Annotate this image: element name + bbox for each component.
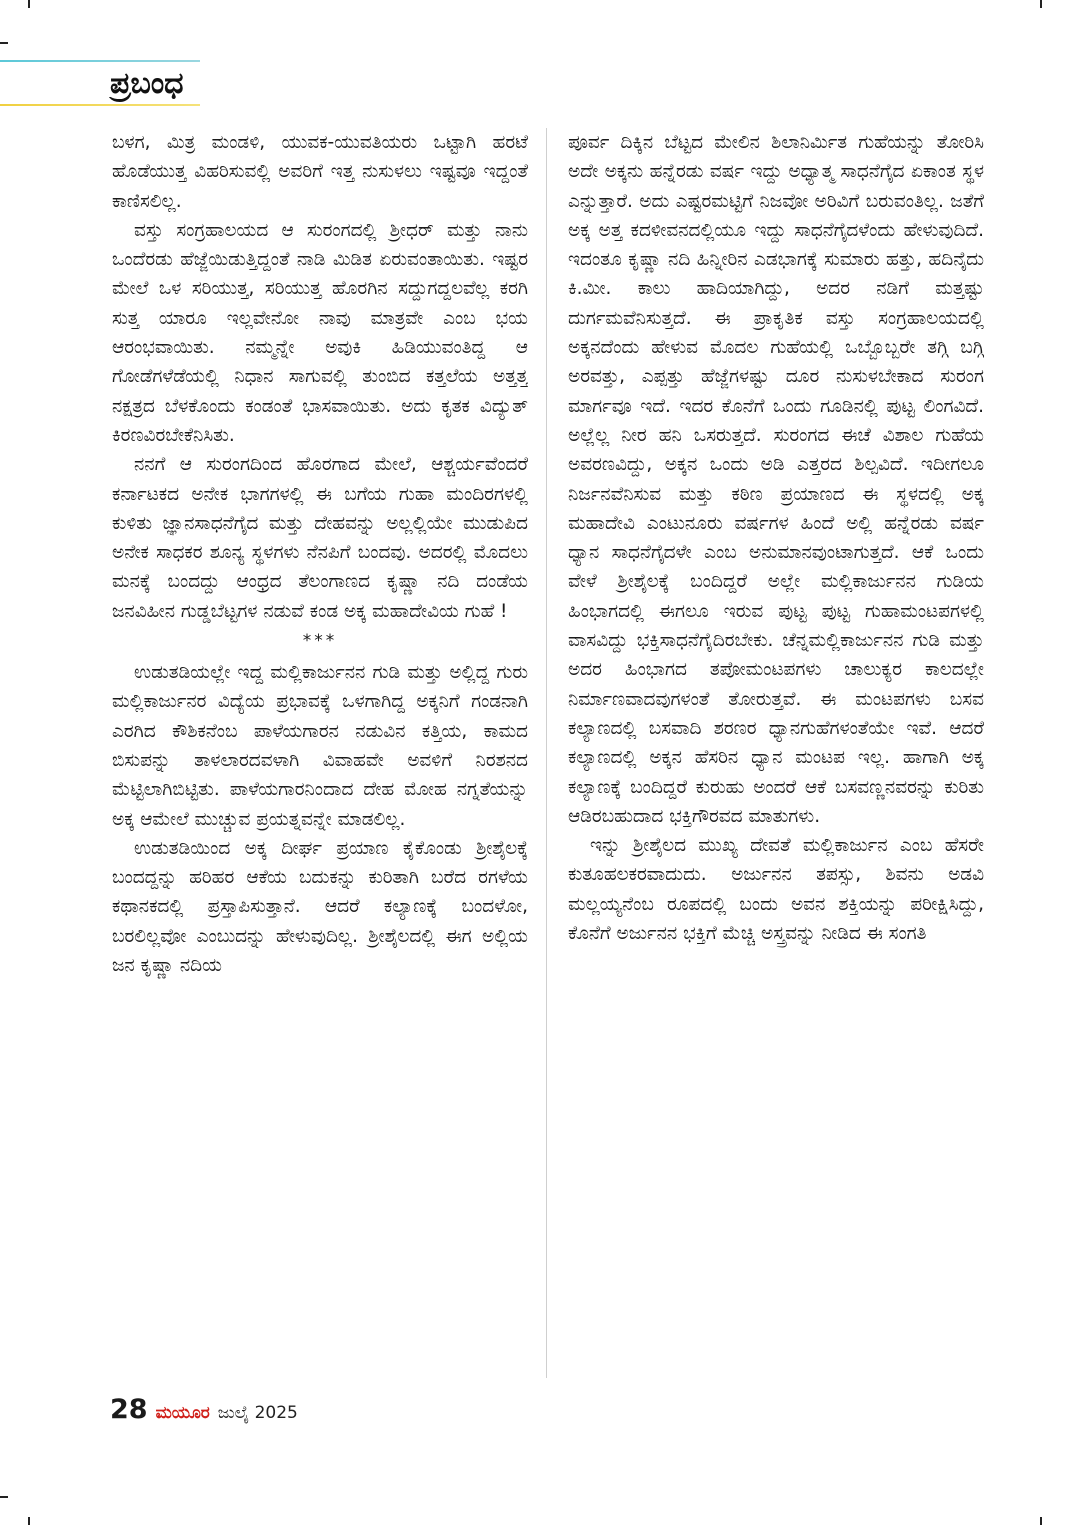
issue-date: ಜುಲೈ 2025	[217, 1403, 298, 1423]
paragraph: ನನಗೆ ಆ ಸುರಂಗದಿಂದ ಹೊರಗಾದ ಮೇಲೆ, ಆಶ್ಚರ್ಯವೆಂದರೆ ಕರ್ನಾಟಕದ ಅನೇಕ ಭಾಗಗಳಲ್ಲಿ ಈ ಬಗೆಯ ಗುಹಾ ಮಂದಿರಗಳಲ್ಲಿ ಕುಳಿತು ಜ್ಞಾನಸಾಧನೆಗೈದ ಮತ್ತು ದೇಹವನ್ನು ಅಲ್ಲಲ್ಲಿಯೇ ಮುಡುಪಿದ ಅನೇಕ ಸಾಧಕರ ಶೂನ್ಯ ಸ್ಥಳಗಳು ನೆನಪಿಗೆ ಬಂದವು. ಅದರಲ್ಲಿ ಮೊದಲು ಮನಕ್ಕೆ ಬಂದದ್ದು ಆಂಧ್ರದ ತೆಲಂಗಾಣದ ಕೃಷ್ಣಾ ನದಿ ದಂಡೆಯ ಜನವಿಹೀನ ಗುಡ್ಡಬೆಟ್ಟಗಳ ನಡುವೆ ಕಂಡ ಅಕ್ಕ ಮಹಾದೇವಿಯ ಗುಹೆ !	[112, 454, 528, 622]
paragraph: ವಸ್ತು ಸಂಗ್ರಹಾಲಯದ ಆ ಸುರಂಗದಲ್ಲಿ ಶ್ರೀಧರ್ ಮತ್ತು ನಾನು ಒಂದೆರಡು ಹೆಜ್ಜೆಯಿಡುತ್ತಿದ್ದಂತೆ ನಾಡಿ ಮಿಡಿತ ಏರುವಂತಾಯಿತು. ಇಷ್ಟರ ಮೇಲೆ ಒಳ ಸರಿಯುತ್ತ, ಸರಿಯುತ್ತ ಹೊರಗಿನ ಸದ್ದುಗದ್ದಲವೆಲ್ಲ ಕರಗಿ ಸುತ್ತ ಯಾರೂ ಇಲ್ಲವೇನೋ ನಾವು ಮಾತ್ರವೇ ಎಂಬ ಭಯ ಆರಂಭವಾಯಿತು. ನಮ್ಮನ್ನೇ ಅವುಕಿ ಹಿಡಿಯುವಂತಿದ್ದ ಆ ಗೋಡೆಗಳೆಡೆಯಲ್ಲಿ ನಿಧಾನ ಸಾಗುವಲ್ಲಿ ತುಂಬಿದ ಕತ್ತಲೆಯ ಅತ್ತತ್ತ ನಕ್ಷತ್ರದ ಬೆಳಕೊಂದು ಕಂಡಂತೆ ಭಾಸವಾಯಿತು. ಅದು ಕೃತಕ ವಿದ್ಯುತ್ ಕಿರಣವಿರಬೇಕೆನಿಸಿತು.	[112, 219, 528, 446]
section-break: ***	[302, 631, 338, 652]
crop-mark-top-left-h	[0, 42, 8, 44]
page-footer	[110, 1394, 298, 1428]
column-divider	[546, 128, 547, 1378]
paragraph: ಪೂರ್ವ ದಿಕ್ಕಿನ ಬೆಟ್ಟದ ಮೇಲಿನ ಶಿಲಾನಿರ್ಮಿತ ಗುಹೆಯನ್ನು ತೋರಿಸಿ ಅದೇ ಅಕ್ಕನು ಹನ್ನೆರಡು ವರ್ಷ ಇದ್ದು ಅಧ್ಯಾತ್ಮ ಸಾಧನೆಗೈದ ಏಕಾಂತ ಸ್ಥಳ ಎನ್ನುತ್ತಾರೆ. ಅದು ಎಷ್ಟರಮಟ್ಟಿಗೆ ನಿಜವೋ ಅರಿವಿಗೆ ಬರುವಂತಿಲ್ಲ. ಜತೆಗೆ ಅಕ್ಕ ಅತ್ತ ಕದಳೀವನದಲ್ಲಿಯೂ ಇದ್ದು ಸಾಧನೆಗೈದಳೆಂದು ಹೇಳುವುದಿದೆ. ಇದಂತೂ ಕೃಷ್ಣಾ ನದಿ ಹಿನ್ನೀರಿನ ಎಡಭಾಗಕ್ಕೆ ಸುಮಾರು ಹತ್ತು, ಹದಿನೈದು ಕಿ.ಮೀ. ಕಾಲು ಹಾದಿಯಾಗಿದ್ದು, ಅದರ ನಡಿಗೆ ಮತ್ತಷ್ಟು ದುರ್ಗಮವೆನಿಸುತ್ತದೆ. ಈ ಪ್ರಾಕೃತಿಕ ವಸ್ತು ಸಂಗ್ರಹಾಲಯದಲ್ಲಿ ಅಕ್ಕನದೆಂದು ಹೇಳುವ ಮೊದಲ ಗುಹೆಯಲ್ಲಿ ಒಬ್ಬೊಬ್ಬರೇ ತಗ್ಗಿ ಬಗ್ಗಿ ಅರವತ್ತು, ಎಪ್ಪತ್ತು ಹೆಜ್ಜೆಗಳಷ್ಟು ದೂರ ನುಸುಳಬೇಕಾದ ಸುರಂಗ ಮಾರ್ಗವೂ ಇದೆ. ಇದರ ಕೊನೆಗೆ ಒಂದು ಗೂಡಿನಲ್ಲಿ ಪುಟ್ಟ ಲಿಂಗವಿದೆ. ಅಲ್ಲೆಲ್ಲ ನೀರ ಹನಿ ಒಸರುತ್ತದೆ. ಸುರಂಗದ ಈಚೆ ವಿಶಾಲ ಗುಹೆಯ ಅವರಣವಿದ್ದು, ಅಕ್ಕನ ಒಂದು ಅಡಿ ಎತ್ತರದ ಶಿಲ್ಪವಿದೆ. ಇದೀಗಲೂ ನಿರ್ಜನವೆನಿಸುವ ಮತ್ತು ಕಠಿಣ ಪ್ರಯಾಣದ ಈ ಸ್ಥಳದಲ್ಲಿ ಅಕ್ಕ ಮಹಾದೇವಿ ಎಂಟುನೂರು ವರ್ಷಗಳ ಹಿಂದೆ ಅಲ್ಲಿ ಹನ್ನೆರಡು ವರ್ಷ ಧ್ಯಾನ ಸಾಧನೆಗೈದಳೇ ಎಂಬ ಅನುಮಾನವುಂಟಾಗುತ್ತದೆ. ಆಕೆ ಒಂದು ವೇಳೆ ಶ್ರೀಶೈಲಕ್ಕೆ ಬಂದಿದ್ದರೆ ಅಲ್ಲೇ ಮಲ್ಲಿಕಾರ್ಜುನನ ಗುಡಿಯ ಹಿಂಭಾಗದಲ್ಲಿ ಈಗಲೂ ಇರುವ ಪುಟ್ಟ ಪುಟ್ಟ ಗುಹಾಮಂಟಪಗಳಲ್ಲಿ ವಾಸವಿದ್ದು ಭಕ್ತಿಸಾಧನೆಗೈದಿರಬೇಕು. ಚೆನ್ನಮಲ್ಲಿಕಾರ್ಜುನನ ಗುಡಿ ಮತ್ತು ಅದರ ಹಿಂಭಾಗದ ತಪೋಮಂಟಪಗಳು ಚಾಲುಕ್ಯರ ಕಾಲದಲ್ಲೇ ನಿರ್ಮಾಣವಾದವುಗಳಂತೆ ತೋರುತ್ತವೆ. ಈ ಮಂಟಪಗಳು ಬಸವ ಕಲ್ಯಾಣದಲ್ಲಿ ಬಸವಾದಿ ಶರಣರ ಧ್ಯಾನಗುಹೆಗಳಂತೆಯೇ ಇವೆ. ಆದರೆ ಕಲ್ಯಾಣದಲ್ಲಿ ಅಕ್ಕನ ಹೆಸರಿನ ಧ್ಯಾನ ಮಂಟಪ ಇಲ್ಲ. ಹಾಗಾಗಿ ಅಕ್ಕ ಕಲ್ಯಾಣಕ್ಕೆ ಬಂದಿದ್ದರೆ ಕುರುಹು ಅಂದರೆ ಆಕೆ ಬಸವಣ್ಣನವರನ್ನು ಕುರಿತು ಆಡಿರಬಹುದಾದ ಭಕ್ತಿಗೌರವದ ಮಾತುಗಳು.	[568, 132, 984, 827]
crop-mark-bottom-left-h	[0, 1496, 8, 1498]
section-rule-bottom	[0, 104, 200, 106]
left-column	[112, 128, 528, 1380]
paragraph: ಉಡುತಡಿಯಲ್ಲೇ ಇದ್ದ ಮಲ್ಲಿಕಾರ್ಜುನನ ಗುಡಿ ಮತ್ತು ಅಲ್ಲಿದ್ದ ಗುರು ಮಲ್ಲಿಕಾರ್ಜುನರ ವಿದ್ಯೆಯ ಪ್ರಭಾವಕ್ಕೆ ಒಳಗಾಗಿದ್ದ ಅಕ್ಕನಿಗೆ ಗಂಡನಾಗಿ ಎರಗಿದ ಕೌಶಿಕನೆಂಬ ಪಾಳೆಯಗಾರನ ನಡುವಿನ ಕತ್ತಿಯ, ಕಾಮದ ಬಿಸುಪನ್ನು ತಾಳಲಾರದವಳಾಗಿ ವಿವಾಹವೇ ಅವಳಿಗೆ ನಿರಶನದ ಮೆಟ್ಟಿಲಾಗಿಬಿಟ್ಟಿತು. ಪಾಳೆಯಗಾರನಿಂದಾದ ದೇಹ ಮೋಹ ನಗ್ನತೆಯನ್ನು ಅಕ್ಕ ಆಮೇಲೆ ಮುಚ್ಚುವ ಪ್ರಯತ್ನವನ್ನೇ ಮಾಡಲಿಲ್ಲ.	[112, 662, 528, 830]
paragraph: ಬಳಗ, ಮಿತ್ರ ಮಂಡಳಿ, ಯುವಕ-ಯುವತಿಯರು ಒಟ್ಟಾಗಿ ಹರಟೆ ಹೊಡೆಯುತ್ತ ವಿಹರಿಸುವಲ್ಲಿ ಅವರಿಗೆ ಇತ್ತ ನುಸುಳಲು ಇಷ್ಟವೂ ಇದ್ದಂತೆ ಕಾಣಿಸಲಿಲ್ಲ.	[112, 132, 528, 212]
crop-mark-bottom-right	[1040, 1517, 1042, 1525]
crop-mark-bottom-left	[28, 1517, 30, 1525]
paragraph: ಇನ್ನು ಶ್ರೀಶೈಲದ ಮುಖ್ಯ ದೇವತೆ ಮಲ್ಲಿಕಾರ್ಜುನ ಎಂಬ ಹೆಸರೇ ಕುತೂಹಲಕರವಾದುದು. ಅರ್ಜುನನ ತಪಸ್ಸು, ಶಿವನು ಅಡವಿ ಮಲ್ಲಯ್ಯನೆಂಬ ರೂಪದಲ್ಲಿ ಬಂದು ಅವನ ಶಕ್ತಿಯನ್ನು ಪರೀಕ್ಷಿಸಿದ್ದು, ಕೊನೆಗೆ ಅರ್ಜುನನ ಭಕ್ತಿಗೆ ಮೆಚ್ಚಿ ಅಸ್ತ್ರವನ್ನು ನೀಡಿದ ಈ ಸಂಗತಿ	[568, 835, 984, 945]
crop-mark-top-right	[1040, 0, 1042, 8]
section-title: ಪ್ರಬಂಧ	[110, 66, 184, 101]
crop-mark-top-left	[28, 0, 30, 8]
paragraph: ಉಡುತಡಿಯಿಂದ ಅಕ್ಕ ದೀರ್ಘ ಪ್ರಯಾಣ ಕೈಕೊಂಡು ಶ್ರೀಶೈಲಕ್ಕೆ ಬಂದದ್ದನ್ನು ಹರಿಹರ ಆಕೆಯ ಬದುಕನ್ನು ಕುರಿತಾಗಿ ಬರೆದ ರಗಳೆಯ ಕಥಾನಕದಲ್ಲಿ ಪ್ರಸ್ತಾಪಿಸುತ್ತಾನೆ. ಆದರೆ ಕಲ್ಯಾಣಕ್ಕೆ ಬಂದಳೋ, ಬರಲಿಲ್ಲವೋ ಎಂಬುದನ್ನು ಹೇಳುವುದಿಲ್ಲ. ಶ್ರೀಶೈಲದಲ್ಲಿ ಈಗ ಅಲ್ಲಿಯ ಜನ ಕೃಷ್ಣಾ ನದಿಯ	[112, 837, 528, 977]
page-number: 28	[110, 1394, 148, 1425]
section-rule-top	[0, 60, 200, 62]
magazine-logo: ಮಯೂರ	[155, 1403, 210, 1423]
right-column	[568, 128, 984, 1380]
